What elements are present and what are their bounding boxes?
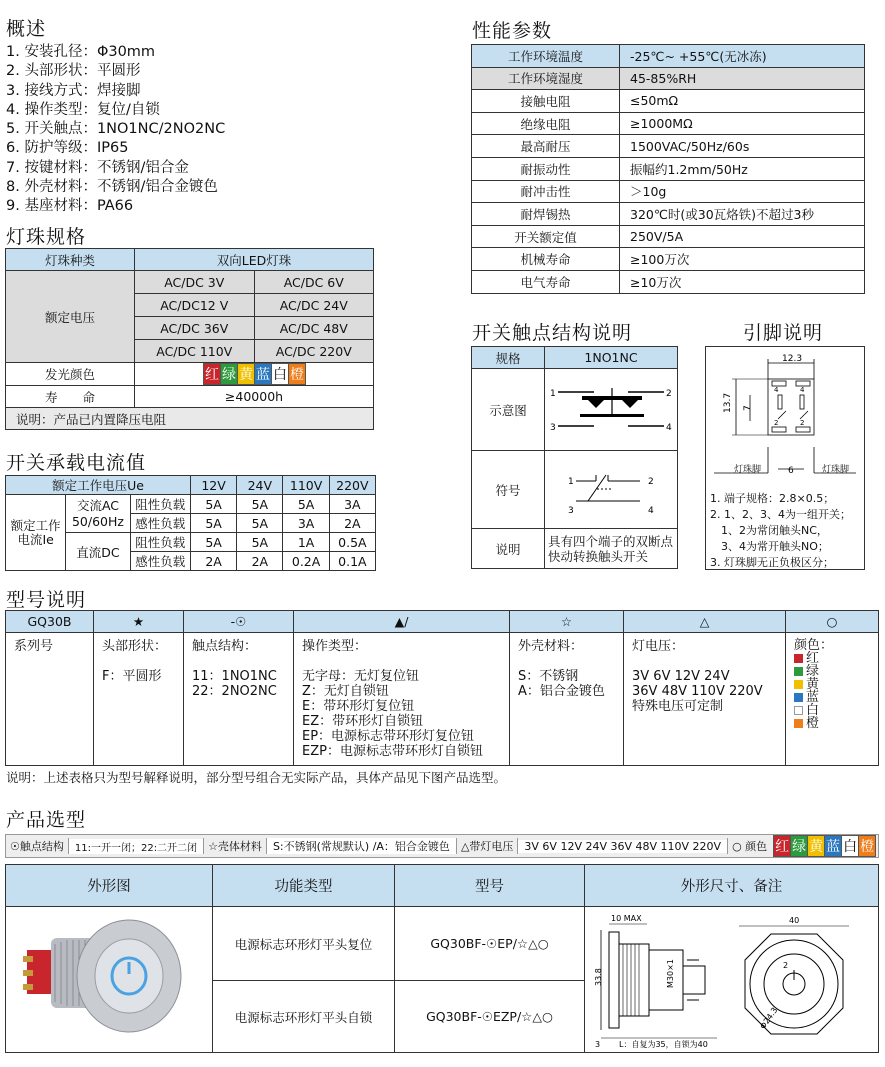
color-red: 红 xyxy=(203,363,221,385)
sym-terminal-3: 3 xyxy=(568,505,574,516)
perf-value: 45-85%RH xyxy=(620,67,865,90)
selection-title: 产品选型 xyxy=(6,809,87,831)
list-item: 5. 开关触点：1NO1NC/2NO2NC xyxy=(6,121,226,138)
shell-filter-value: S:不锈钢(常规默认) /A：铝合金镀色 xyxy=(267,838,456,854)
voltage-cell: AC/DC 24V xyxy=(254,294,374,317)
model-table xyxy=(5,610,879,766)
spec-value: 1NO1NC xyxy=(545,347,678,369)
dim-6: 6 xyxy=(788,466,794,476)
current-cell: 3A xyxy=(283,514,329,533)
model-header: ☆ xyxy=(510,611,624,633)
model-shell: 外壳材料： S：不锈钢 A：铝合金镀色 xyxy=(510,633,624,766)
dc-label: 直流DC xyxy=(66,533,130,571)
perf-value: ≤50mΩ xyxy=(620,90,865,113)
current-cell: 5A xyxy=(283,495,329,514)
contact-filter-value: 11:一开一闭；22:二开二闭 xyxy=(69,839,203,854)
perf-row xyxy=(472,45,865,68)
selection-table xyxy=(5,864,879,1053)
color-blue: 蓝 xyxy=(254,363,272,385)
model-header: ▲/ xyxy=(294,611,510,633)
life-label: 寿 命 xyxy=(6,386,135,408)
pin-note: 3. 灯珠脚无正负极区分； xyxy=(710,556,834,569)
contact-note: 具有四个端子的双断点快动转换触头开关 xyxy=(545,529,678,569)
dim-2: 2 xyxy=(782,960,788,970)
list-item: 6. 防护等级：IP65 xyxy=(6,140,129,157)
shell-filter-label: ☆壳体材料 xyxy=(203,838,267,854)
sel-header: 外形图 xyxy=(6,865,213,907)
model-header: ○ xyxy=(786,611,879,633)
dim-m30: M30×1 xyxy=(665,958,675,988)
perf-table xyxy=(471,44,865,294)
current-cell: 5A xyxy=(237,533,283,552)
contact-filter-label: ☉触点结构 xyxy=(6,838,69,854)
color-yellow: 黄 xyxy=(237,363,255,385)
perf-row xyxy=(472,112,865,135)
perf-row xyxy=(472,203,865,226)
load-label: 感性负载 xyxy=(130,514,190,533)
volt-filter-label: △带灯电压 xyxy=(456,838,518,854)
perf-row xyxy=(472,67,865,90)
model-header: △ xyxy=(624,611,786,633)
perf-label: 最高耐压 xyxy=(472,135,620,158)
volt-header: 110V xyxy=(283,476,329,495)
volt-header: 12V xyxy=(190,476,236,495)
perf-row xyxy=(472,248,865,271)
pin-note: 1. 端子规格：2.8×0.5； xyxy=(710,492,835,505)
color-white: 白 xyxy=(271,363,289,385)
color-orange: 橙 xyxy=(288,363,306,385)
color-boxes xyxy=(135,363,374,386)
dim-3: 3 xyxy=(594,1039,600,1049)
current-cell: 0.5A xyxy=(329,533,375,552)
dimension-svg xyxy=(587,910,877,1050)
perf-value: 振幅约1.2mm/50Hz xyxy=(620,157,865,180)
sel-header: 型号 xyxy=(395,865,585,907)
list-item: 2. 头部形状：平圆形 xyxy=(6,63,141,80)
pin-note: 2. 1、2、3、4为一组开关； xyxy=(710,508,851,521)
dim-7: 7 xyxy=(743,405,753,411)
perf-value: 250V/5A xyxy=(620,225,865,248)
contact-table xyxy=(471,346,678,569)
list-item: 4. 操作类型：复位/自锁 xyxy=(6,101,160,118)
model-series: 系列号 xyxy=(6,633,94,766)
contact-diagram-svg xyxy=(546,370,676,450)
lamp-title: 灯珠规格 xyxy=(6,226,87,248)
perf-value: 1500VAC/50Hz/60s xyxy=(620,135,865,158)
perf-row xyxy=(472,225,865,248)
voltage-cell: AC/DC 36V xyxy=(135,317,255,340)
perf-label: 机械寿命 xyxy=(472,248,620,271)
svg-text:4: 4 xyxy=(774,386,779,394)
voltage-cell: AC/DC 6V xyxy=(254,271,374,294)
voltage-cell: AC/DC 48V xyxy=(254,317,374,340)
dim-12-3: 12.3 xyxy=(782,354,803,364)
list-item: 7. 按键材料：不锈钢/铝合金 xyxy=(6,159,189,176)
voltage-cell: AC/DC12 V xyxy=(135,294,255,317)
current-header: 额定工作电压Ue xyxy=(6,476,191,495)
load-label: 阻性负载 xyxy=(130,495,190,514)
model-voltage: 灯电压： 3V 6V 12V 24V 36V 48V 110V 220V 特殊电压可定制 xyxy=(624,633,786,766)
model-title: 型号说明 xyxy=(6,589,87,611)
color-label: 发光颜色 xyxy=(6,363,135,386)
perf-row xyxy=(472,157,865,180)
contact-symbol-svg xyxy=(546,453,676,527)
perf-label: 耐冲击性 xyxy=(472,180,620,203)
perf-label: 耐振动性 xyxy=(472,157,620,180)
pin-note: 3、4为常开触头NO； xyxy=(710,540,829,553)
perf-label: 接触电阻 xyxy=(472,90,620,113)
sel-header: 外形尺寸、备注 xyxy=(585,865,879,907)
load-label: 感性负载 xyxy=(130,552,190,571)
overview-title: 概述 xyxy=(6,18,47,40)
perf-row xyxy=(472,135,865,158)
pin-box xyxy=(705,346,865,570)
volt-header: 24V xyxy=(237,476,283,495)
lamp-table xyxy=(5,248,374,430)
model-number: GQ30BF-☉EP/☆△○ xyxy=(395,907,585,981)
current-cell: 5A xyxy=(190,495,236,514)
contact-diagram xyxy=(545,369,678,451)
sel-header: 功能类型 xyxy=(213,865,395,907)
rated-voltage-label: 额定电压 xyxy=(6,271,135,363)
list-item: 9. 基座材料：PA66 xyxy=(6,198,134,215)
lamp-pin-left: 灯珠脚 xyxy=(734,465,762,475)
model-color: 颜色： 红 绿 黄 蓝 白 橙 xyxy=(786,633,879,766)
function-type: 电源标志环形灯平头自锁 xyxy=(213,981,395,1053)
model-header: ★ xyxy=(94,611,184,633)
terminal-2: 2 xyxy=(666,388,672,399)
color-filter-label: ○ 颜色 xyxy=(727,838,771,854)
list-item: 1. 安装孔径：Φ30mm xyxy=(6,44,156,60)
lamp-type-value: 双向LED灯珠 xyxy=(135,249,374,271)
load-label: 阻性负载 xyxy=(130,533,190,552)
svg-text:2: 2 xyxy=(774,419,779,427)
dim-33-8: 33.8 xyxy=(593,967,603,986)
color-filter-boxes: 红 绿 黄 蓝 白 橙 xyxy=(771,835,875,857)
model-head-shape: 头部形状： F：平圆形 xyxy=(94,633,184,766)
perf-value: -25℃~ +55℃(无冰冻) xyxy=(620,45,865,68)
dim-10max: 10 MAX xyxy=(610,913,642,923)
current-cell: 2A xyxy=(237,552,283,571)
dim-13-7: 13.7 xyxy=(723,392,733,413)
function-type: 电源标志环形灯平头复位 xyxy=(213,907,395,981)
current-table xyxy=(5,475,376,571)
voltage-cell: AC/DC 110V xyxy=(135,340,255,363)
lamp-pin-right: 灯珠脚 xyxy=(822,465,850,475)
perf-value: 320℃时(或30瓦烙铁)不超过3秒 xyxy=(620,203,865,226)
perf-value: ≥100万次 xyxy=(620,248,865,271)
color-green: 绿 xyxy=(220,363,238,385)
voltage-cell: AC/DC 3V xyxy=(135,271,255,294)
volt-header: 220V xyxy=(329,476,375,495)
perf-row xyxy=(472,270,865,293)
terminal-4: 4 xyxy=(666,422,672,433)
perf-title: 性能参数 xyxy=(472,20,553,42)
sym-terminal-1: 1 xyxy=(568,476,574,487)
perf-label: 工作环境湿度 xyxy=(472,67,620,90)
perf-label: 耐焊锡热 xyxy=(472,203,620,226)
current-cell: 3A xyxy=(329,495,375,514)
contact-symbol xyxy=(545,451,678,529)
model-note: 说明：上述表格只为型号解释说明，部分型号组合无实际产品，具体产品见下图产品选型。 xyxy=(6,770,507,785)
spec-label: 规格 xyxy=(472,347,545,369)
push-button-image xyxy=(9,910,209,1050)
perf-value: ＞10g xyxy=(620,180,865,203)
perf-label: 绝缘电阻 xyxy=(472,112,620,135)
perf-row xyxy=(472,180,865,203)
pin-notes xyxy=(710,491,851,571)
current-cell: 2A xyxy=(329,514,375,533)
lamp-note: 说明：产品已内置降压电阻 xyxy=(6,408,374,430)
svg-text:2: 2 xyxy=(800,419,805,427)
model-contact: 触点结构： 11：1NO1NC 22：2NO2NC xyxy=(184,633,294,766)
terminal-3: 3 xyxy=(550,422,556,433)
overview-list xyxy=(6,43,225,217)
sym-terminal-2: 2 xyxy=(648,476,654,487)
perf-value: ≥1000MΩ xyxy=(620,112,865,135)
ac-label: 交流AC 50/60Hz xyxy=(66,495,130,533)
note-label: 说明 xyxy=(472,529,545,569)
dim-40: 40 xyxy=(788,915,799,925)
current-cell: 0.2A xyxy=(283,552,329,571)
symbol-label: 符号 xyxy=(472,451,545,529)
lamp-type-header: 灯珠种类 xyxy=(6,249,135,271)
product-image xyxy=(6,907,213,1053)
perf-row xyxy=(472,90,865,113)
voltage-cell: AC/DC 220V xyxy=(254,340,374,363)
pin-title: 引脚说明 xyxy=(743,322,824,344)
current-row-label: 额定工作电流Ie xyxy=(6,495,66,571)
current-cell: 2A xyxy=(190,552,236,571)
current-cell: 5A xyxy=(190,533,236,552)
model-header: GQ30B xyxy=(6,611,94,633)
current-cell: 5A xyxy=(237,514,283,533)
current-cell: 0.1A xyxy=(329,552,375,571)
dim-24-3: Φ24.3 xyxy=(757,1005,779,1031)
current-title: 开关承载电流值 xyxy=(6,452,147,474)
current-cell: 5A xyxy=(237,495,283,514)
list-item: 8. 外壳材料：不锈钢/铝合金镀色 xyxy=(6,179,218,196)
dim-l-note: L：自复为35，自锁为40 xyxy=(618,1039,708,1049)
contact-title: 开关触点结构说明 xyxy=(472,322,633,344)
perf-label: 电气寿命 xyxy=(472,270,620,293)
current-cell: 5A xyxy=(190,514,236,533)
model-header: -☉ xyxy=(184,611,294,633)
selection-filter-bar xyxy=(5,834,879,858)
model-number: GQ30BF-☉EZP/☆△○ xyxy=(395,981,585,1053)
volt-filter-value: 3V 6V 12V 24V 36V 48V 110V 220V xyxy=(518,840,727,853)
perf-label: 开关额定值 xyxy=(472,225,620,248)
terminal-1: 1 xyxy=(550,388,556,399)
model-operation: 操作类型： 无字母：无灯复位钮 Z：无灯自锁钮 E：带环形灯复位钮 EZ：带环形灯自锁钮 EP：电源标志带环形灯复位钮 EZP：电源标志带环形灯自锁钮 xyxy=(294,633,510,766)
perf-label: 工作环境温度 xyxy=(472,45,620,68)
current-cell: 1A xyxy=(283,533,329,552)
pin-note: 1、2为常闭触头NC， xyxy=(710,524,828,537)
dimension-drawing xyxy=(585,907,879,1053)
life-value: ≥40000h xyxy=(135,386,374,408)
diagram-label: 示意图 xyxy=(472,369,545,451)
perf-value: ≥10万次 xyxy=(620,270,865,293)
sym-terminal-4: 4 xyxy=(648,505,654,516)
svg-text:4: 4 xyxy=(800,386,805,394)
list-item: 3. 接线方式：焊接脚 xyxy=(6,82,141,99)
